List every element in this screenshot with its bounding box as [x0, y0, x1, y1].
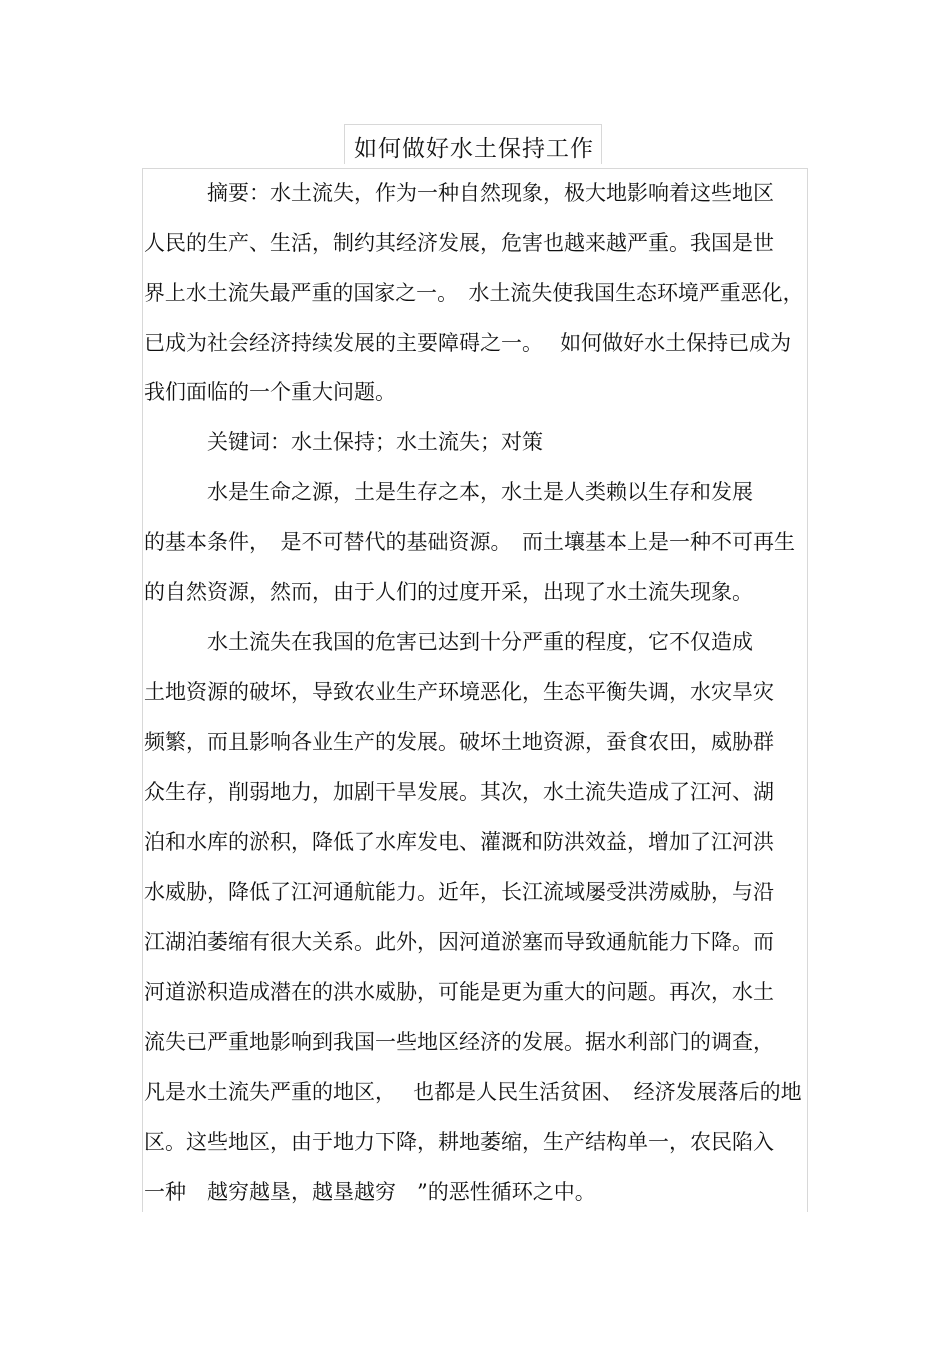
keywords-line: 关键词：水土保持；水土流失；对策 [144, 430, 543, 454]
paragraph-line: 频繁，而且影响各业生产的发展。破坏土地资源，蚕食农田，威胁群 [144, 730, 774, 754]
title-frame [344, 124, 602, 164]
paragraph-line: 江湖泊萎缩有很大关系。此外，因河道淤塞而导致通航能力下降。而 [144, 930, 774, 954]
paragraph-line: 流失已严重地影响到我国一些地区经济的发展。据水利部门的调查， [144, 1030, 774, 1054]
paragraph-line: 摘要：水土流失，作为一种自然现象，极大地影响着这些地区 [144, 181, 774, 205]
paragraph-line: 区。这些地区，由于地力下降，耕地萎缩，生产结构单一，农民陷入 [144, 1130, 774, 1154]
paragraph-line: 土地资源的破坏，导致农业生产环境恶化，生态平衡失调，水灾旱灾 [144, 680, 774, 704]
paragraph-line: 水土流失在我国的危害已达到十分严重的程度，它不仅造成 [144, 630, 753, 654]
document-title: 如何做好水土保持工作 [354, 136, 594, 162]
paragraph-line: 河道淤积造成潜在的洪水威胁，可能是更为重大的问题。再次，水土 [144, 980, 774, 1004]
paragraph-line: 水威胁，降低了江河通航能力。近年，长江流域屡受洪涝威胁，与沿 [144, 880, 774, 904]
paragraph-line: 凡是水土流失严重的地区， 也都是人民生活贫困、 经济发展落后的地 [144, 1080, 802, 1104]
paragraph-line: 众生存，削弱地力，加剧干旱发展。其次，水土流失造成了江河、湖 [144, 780, 774, 804]
paragraph-line: 水是生命之源，土是生存之本，水土是人类赖以生存和发展 [144, 480, 753, 504]
paragraph-line: 已成为社会经济持续发展的主要障碍之一。 如何做好水土保持已成为 [144, 331, 792, 355]
paragraph-line: 人民的生产、生活，制约其经济发展，危害也越来越严重。我国是世 [144, 231, 774, 255]
paragraph-line: 我们面临的一个重大问题。 [144, 380, 396, 404]
paragraph-line: 一种 越穷越垦，越垦越穷 ”的恶性循环之中。 [144, 1180, 596, 1204]
paragraph-line: 泊和水库的淤积，降低了水库发电、灌溉和防洪效益，增加了江河洪 [144, 830, 774, 854]
paragraph-line: 的基本条件， 是不可替代的基础资源。 而土壤基本上是一种不可再生 [144, 530, 795, 554]
paragraph-line: 的自然资源，然而，由于人们的过度开采，出现了水土流失现象。 [144, 580, 753, 604]
paragraph-line: 界上水土流失最严重的国家之一。 水土流失使我国生态环境严重恶化， [144, 281, 804, 305]
